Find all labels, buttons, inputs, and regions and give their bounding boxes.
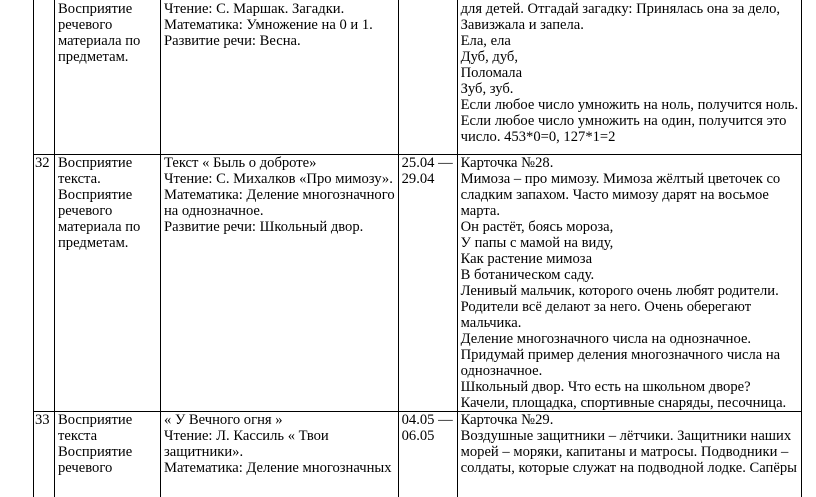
materials-line: Завизжала и запела. (460, 17, 584, 33)
content-line: Развитие речи: Школьный двор. (164, 219, 364, 235)
topic-line: Восприятие (58, 444, 133, 460)
materials-line: Придумай пример деления многозначного числа на (460, 347, 781, 363)
materials-line: для детей. Отгадай загадку: Принялась она за дело, (460, 1, 781, 17)
date-line: 04.05 — (401, 412, 453, 428)
content-line: защитники». (164, 444, 244, 460)
content-line: на однозначное. (164, 203, 264, 219)
date-cell (398, 155, 457, 412)
materials-line: В ботаническом саду. (460, 267, 595, 283)
materials-line: однозначное. (460, 363, 543, 379)
lesson-number-cell (34, 0, 55, 155)
content-line: Математика: Деление многозначного (164, 187, 395, 203)
topic-line: Восприятие (58, 1, 133, 17)
table-row (34, 412, 802, 497)
materials-line: Карточка №28. (460, 155, 554, 171)
topic-line: текста (58, 428, 98, 444)
topic-line: предметам. (58, 235, 129, 251)
content-line: Чтение: С. Маршак. Загадки. (164, 1, 345, 17)
topic-line: речевого (58, 203, 113, 219)
table-row (34, 155, 802, 412)
materials-line: Поломала (460, 65, 523, 81)
topic-line: речевого (58, 460, 113, 476)
content-line: Чтение: С. Михалков «Про мимозу». (164, 171, 393, 187)
topic-line: Восприятие (58, 412, 133, 428)
materials-line: Деление многозначного числа на однозначное. (460, 331, 752, 347)
materials-line: солдаты, которые служат на подводной лодке. Сапёры (460, 460, 797, 476)
lesson-number-cell: 32 (34, 155, 55, 412)
materials-line: сладким запахом. Часто мимозу дарят на восьмое (460, 187, 769, 203)
materials-line: Как растение мимоза (460, 251, 593, 267)
lesson-number-cell: 33 (34, 412, 55, 497)
materials-cell (457, 412, 801, 497)
table-row (34, 0, 802, 155)
materials-cell (457, 155, 801, 412)
materials-line: Если любое число умножить на один, получится это (460, 113, 787, 129)
lesson-plan-table (33, 0, 802, 497)
content-line: « У Вечного огня » (164, 412, 283, 428)
content-line: Текст « Быль о доброте» (164, 155, 317, 171)
content-cell (161, 412, 399, 497)
topic-line: текста. (58, 171, 101, 187)
topic-cell (55, 155, 161, 412)
materials-line: Он растёт, боясь мороза, (460, 219, 614, 235)
materials-line: Воздушные защитники – лётчики. Защитники наших (460, 428, 792, 444)
topic-line: предметам. (58, 49, 129, 65)
materials-line: Ела, ела (460, 33, 511, 49)
materials-line: Родители всё делают за него. Очень оберегают (460, 299, 752, 315)
topic-line: Восприятие (58, 155, 133, 171)
materials-line: Мимоза – про мимозу. Мимоза жёлтый цветочек со (460, 171, 781, 187)
content-cell (161, 0, 399, 155)
materials-line: Если любое число умножить на ноль, получится ноль. (460, 97, 799, 113)
content-line: Математика: Умножение на 0 и 1. (164, 17, 373, 33)
topic-cell (55, 412, 161, 497)
materials-line: мальчика. (460, 315, 522, 331)
materials-line: Зуб, зуб. (460, 81, 514, 97)
topic-cell (55, 0, 161, 155)
content-line: Чтение: Л. Кассиль « Твои (164, 428, 329, 444)
materials-line: Дуб, дуб, (460, 49, 519, 65)
materials-line: Ленивый мальчик, которого очень любят родители. (460, 283, 779, 299)
content-cell (161, 155, 399, 412)
content-line: Математика: Деление многозначных (164, 460, 392, 476)
materials-cell (457, 0, 801, 155)
content-line: Развитие речи: Весна. (164, 33, 301, 49)
materials-line: Качели, площадка, спортивные снаряды, песочница. (460, 395, 787, 411)
topic-line: речевого (58, 17, 113, 33)
date-line: 06.05 (401, 428, 435, 444)
materials-line: Карточка №29. (460, 412, 554, 428)
date-line: 29.04 (401, 171, 435, 187)
topic-line: материала по (58, 219, 141, 235)
materials-line: морей – моряки, капитаны и матросы. Подводники – (460, 444, 789, 460)
date-line: 25.04 — (401, 155, 453, 171)
materials-line: число. 453*0=0, 127*1=2 (460, 129, 616, 145)
materials-line: У папы с мамой на виду, (460, 235, 614, 251)
materials-line: марта. (460, 203, 501, 219)
topic-line: Восприятие (58, 187, 133, 203)
date-cell (398, 412, 457, 497)
date-cell (398, 0, 457, 155)
materials-line: Школьный двор. Что есть на школьном дворе? (460, 379, 751, 395)
topic-line: материала по (58, 33, 141, 49)
